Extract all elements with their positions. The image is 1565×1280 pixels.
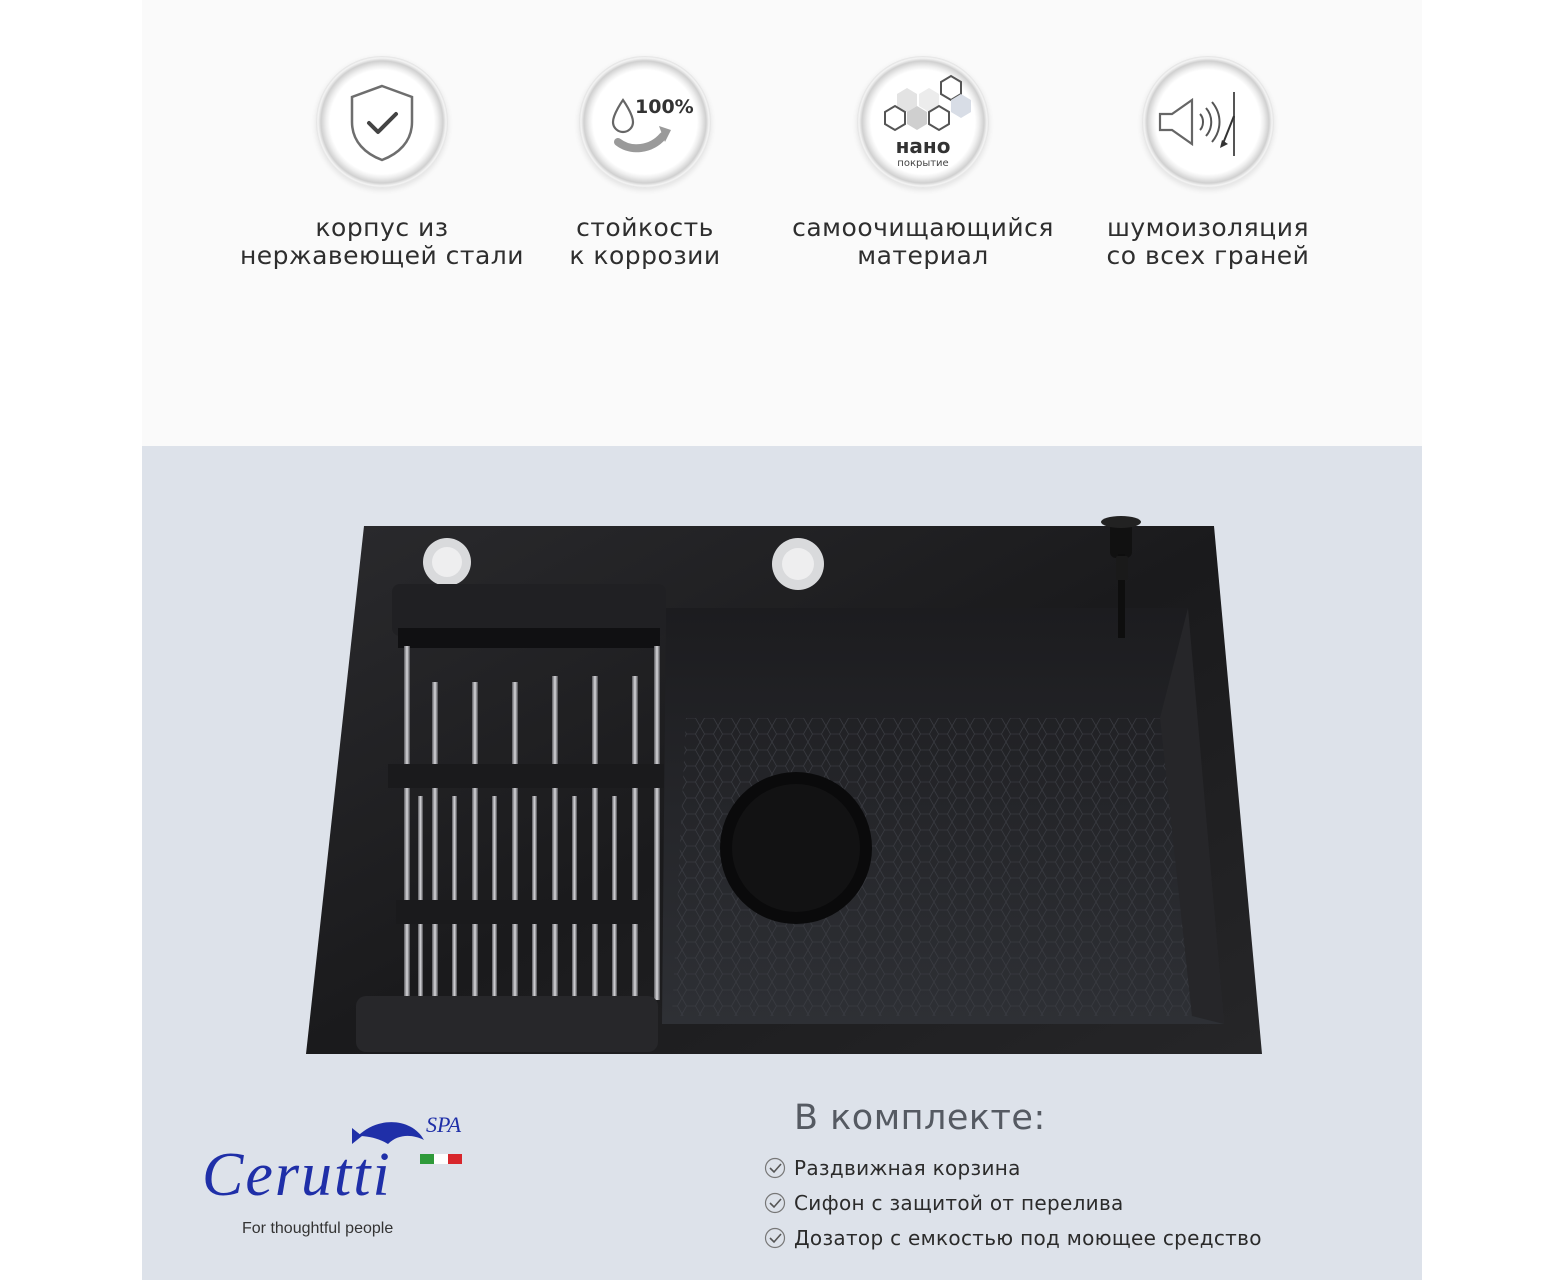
shield-check-icon: [316, 56, 448, 188]
check-circle-icon: [764, 1157, 786, 1179]
feature-caption-line2: со всех граней: [1106, 241, 1310, 270]
badge-nano-subtext: покрытие: [897, 158, 949, 169]
feature-badge: [857, 56, 989, 188]
feature-caption-line1: самоочищающийся: [792, 213, 1054, 242]
kit-title: В комплекте:: [794, 1098, 1046, 1138]
brand-spa: SPA: [426, 1112, 462, 1137]
list-item: [764, 1150, 1324, 1185]
feature-self-cleaning: [758, 56, 1088, 270]
brand-logo: [202, 1114, 492, 1244]
sink-image: [142, 446, 1422, 1086]
kit-item-label: Дозатор с емкостью под моющее средство: [794, 1225, 1262, 1250]
feature-sound-insulation: [1043, 56, 1373, 270]
kit-item-label: Раздвижная корзина: [794, 1155, 1021, 1180]
feature-caption-line1: стойкость: [576, 213, 714, 242]
water-drop-icon: [579, 56, 711, 188]
product-panel: [142, 446, 1422, 1280]
list-item: [764, 1220, 1324, 1255]
flag-red: [448, 1154, 462, 1164]
feature-caption: [758, 214, 1088, 270]
list-item: [764, 1185, 1324, 1220]
check-circle-icon: [764, 1227, 786, 1249]
feature-caption: [1043, 214, 1373, 270]
feature-badge: [579, 56, 711, 188]
sound-insulation-icon: [1142, 56, 1274, 188]
kit-contents: [764, 1098, 1324, 1255]
feature-caption-line2: нержавеющей стали: [239, 241, 525, 270]
feature-caption-line2: к коррозии: [569, 241, 721, 270]
feature-caption-line1: шумоизоляция: [1107, 213, 1309, 242]
feature-badge: [1142, 56, 1274, 188]
check-circle-icon: [764, 1192, 786, 1214]
badge-nano-text: нано: [895, 134, 951, 158]
feature-caption-line2: материал: [857, 241, 989, 270]
badge-100-percent: 100%: [635, 96, 694, 118]
kit-item-label: Сифон с защитой от перелива: [794, 1190, 1124, 1215]
flag-white: [434, 1154, 448, 1164]
flag-green: [420, 1154, 434, 1164]
feature-badge: [316, 56, 448, 188]
brand-wordmark: Cerutti: [202, 1141, 392, 1209]
brand-tagline: For thoughtful people: [242, 1220, 394, 1237]
kit-list: [764, 1150, 1324, 1255]
feature-caption-line1: корпус из: [315, 213, 449, 242]
features-panel: [142, 0, 1422, 446]
